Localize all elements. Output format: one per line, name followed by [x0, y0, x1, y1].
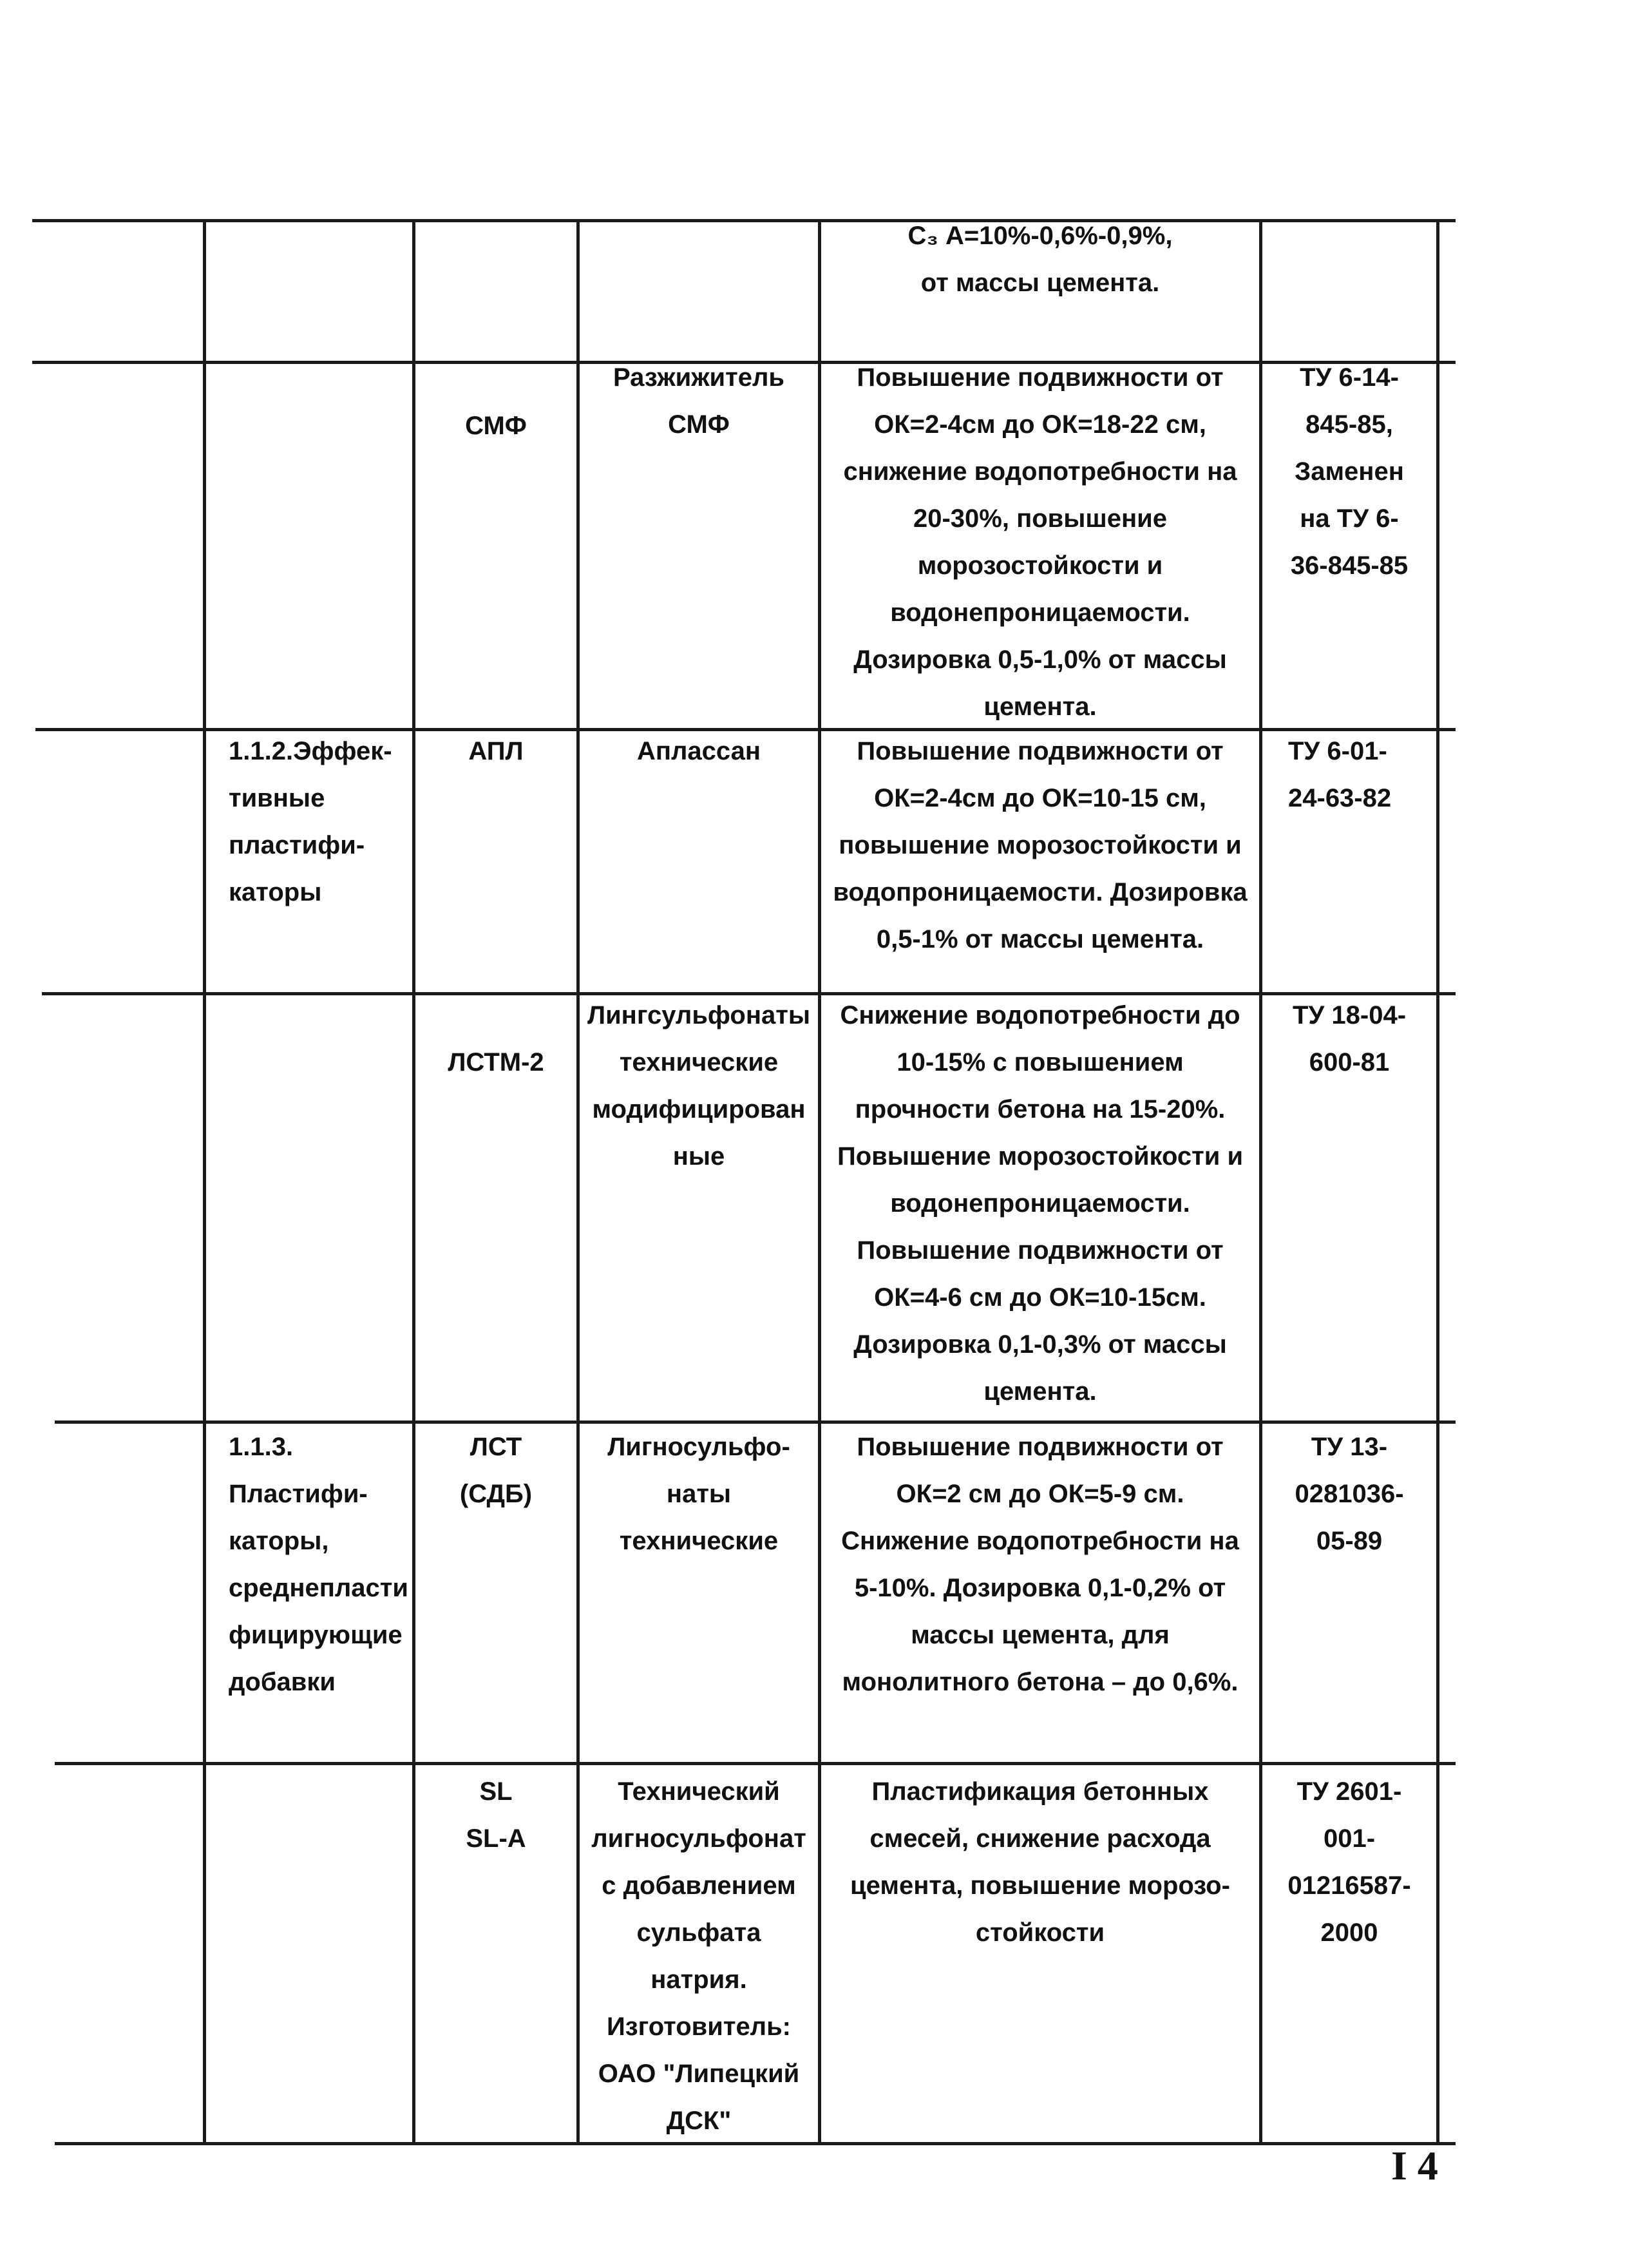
- column-divider: [203, 219, 206, 2145]
- cell-effect: Снижение водопотребности до 10-15% с повышением прочности бетона на 15-20%. Повышение морозостойкости и водонепроницаемости. Повышение подвижности от ОК=4-6 см до ОК=10-15см. Дозировка 0,1-0,3% от массы цемента.: [837, 1001, 1244, 1406]
- cell-name: Разжижитель СМФ: [613, 363, 784, 439]
- cell-name: Аплассан: [636, 737, 761, 765]
- cell-effect: Пластификация бетонных смесей, снижение расхода цемента, повышение морозо- стойкости: [850, 1777, 1230, 1947]
- cell-effect: С₃ А=10%-0,6%-0,9%, от массы цемента.: [907, 222, 1173, 297]
- row-divider: [55, 1762, 1456, 1765]
- table-border-right: [1436, 219, 1439, 2145]
- cell-code: СМФ: [465, 412, 527, 440]
- cell-code: SL SL-A: [466, 1777, 526, 1853]
- cell-code: АПЛ: [468, 737, 524, 765]
- cell-group: 1.1.3. Пластифи- каторы, среднепласти фицирующие добавки: [229, 1433, 408, 1696]
- cell-effect: Повышение подвижности от ОК=2-4см до ОК=10-15 см, повышение морозостойкости и водопроницаемости. Дозировка 0,5-1% от массы цемента.: [833, 737, 1248, 953]
- cell-standard: ТУ 6-14- 845-85, Заменен на ТУ 6- 36-845-85: [1290, 363, 1409, 580]
- page-number: I 4: [1391, 2143, 1438, 2188]
- cell-name: Лигносульфо- наты технические: [607, 1433, 790, 1555]
- cell-name: Лингсульфонаты технические модифицирован ные: [587, 1001, 810, 1171]
- cell-group: 1.1.2.Эффек- тивные пластифи- каторы: [229, 737, 392, 906]
- cell-name: Технический лигносульфонат с добавлением сульфата натрия. Изготовитель: ОАО "Липецкий ДСК": [591, 1777, 806, 2135]
- cell-standard: ТУ 6-01- 24-63-82: [1288, 737, 1392, 812]
- cell-effect: Повышение подвижности от ОК=2-4см до ОК=18-22 см, снижение водопотребности на 20-30%, повышение морозостойкости и водонепроницаемости. Дозировка 0,5-1,0% от массы цемента.: [843, 363, 1237, 721]
- cell-effect: Повышение подвижности от ОК=2 см до ОК=5-9 см. Снижение водопотребности на 5-10%. Дозировка 0,1-0,2% от массы цемента, для монолитного бетона – до 0,6%.: [841, 1433, 1239, 1696]
- cell-code: ЛСТ (СДБ): [459, 1433, 533, 1508]
- cell-standard: ТУ 13- 0281036- 05-89: [1295, 1433, 1404, 1555]
- cell-code: ЛСТМ-2: [448, 1048, 544, 1076]
- cell-standard: ТУ 18-04- 600-81: [1292, 1001, 1407, 1076]
- cell-standard: ТУ 2601- 001- 01216587- 2000: [1287, 1777, 1411, 1947]
